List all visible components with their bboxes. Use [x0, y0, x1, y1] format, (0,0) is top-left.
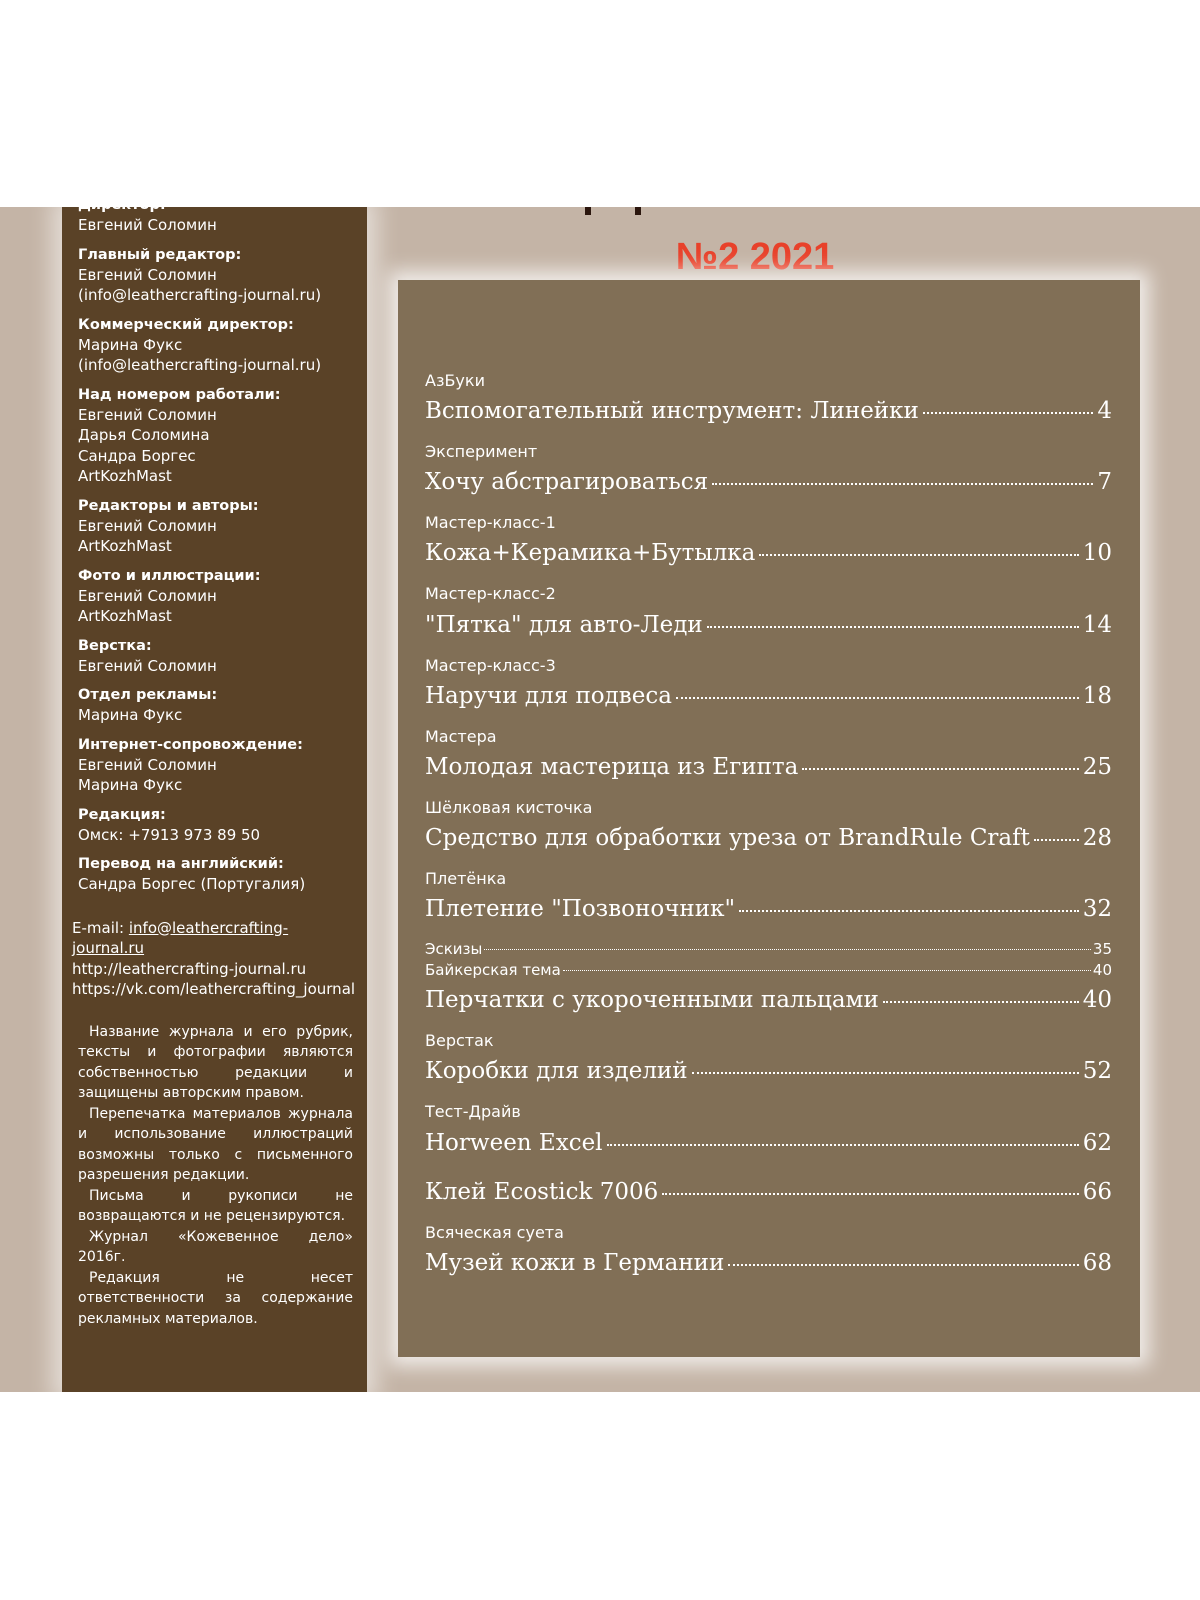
toc-secondary-list — [425, 981, 1112, 1281]
toc-entry-line — [425, 463, 1112, 500]
dot-leader — [563, 958, 1091, 971]
toc-entry-title: Перчатки с укороченными пальцами — [425, 987, 879, 1014]
toc-entry-title: Наручи для подвеса — [425, 682, 672, 709]
email-line — [72, 918, 353, 959]
credit-label: Редакторы и авторы: — [78, 497, 259, 514]
toc-entry[interactable] — [425, 441, 1112, 500]
toc-entry-line — [425, 1123, 1112, 1160]
credit-value: Марина Фукс — [78, 776, 183, 794]
toc-entry-title: Хочу абстрагироваться — [425, 469, 709, 496]
dot-leader — [484, 937, 1091, 950]
credit-value: Евгений Соломин — [78, 755, 217, 774]
toc-entry-title: Клей Ecostick 7006 — [425, 1178, 659, 1205]
legal-paragraph: Письма и рукописи не возвращаются и не рецензируются. — [78, 1187, 353, 1224]
credit-block — [78, 854, 353, 895]
legal-paragraph: Редакция не несет ответственности за содержание рекламных материалов. — [78, 1269, 353, 1327]
credits-sidebar — [62, 197, 367, 1392]
toc-entry[interactable] — [425, 726, 1112, 785]
toc-section-label: Верстак — [425, 1031, 494, 1051]
toc-page-number: 14 — [1082, 611, 1112, 638]
toc-main-list — [425, 370, 1112, 927]
toc-entry[interactable] — [425, 1030, 1112, 1089]
toc-entry-line — [425, 392, 1112, 429]
credit-value: Марина Фукс — [78, 335, 183, 354]
credit-value: Евгений Соломин — [78, 586, 217, 605]
toc-page-number: 18 — [1082, 682, 1112, 709]
toc-entry-line — [425, 605, 1112, 642]
toc-entry-title: Музей кожи в Германии — [425, 1249, 725, 1276]
credit-label: Главный редактор: — [78, 246, 242, 263]
toc-section-label: Плетёнка — [425, 868, 507, 888]
table-of-contents — [398, 280, 1140, 1357]
credit-block — [78, 195, 353, 236]
credit-value: Евгений Соломин — [78, 216, 217, 234]
dot-leader — [662, 1169, 1078, 1195]
toc-entry[interactable] — [425, 868, 1112, 927]
credit-value: ArtKozhMast — [78, 607, 172, 625]
toc-page-number: 10 — [1082, 540, 1112, 567]
toc-section-label: Мастер-класс-1 — [425, 513, 556, 533]
contacts-block — [72, 918, 356, 1000]
dot-leader — [728, 1240, 1078, 1266]
credit-label: Перевод на английский: — [78, 856, 284, 872]
credit-label: Фото и иллюстрации: — [78, 567, 261, 584]
credit-label: Коммерческий директор: — [78, 316, 294, 333]
toc-entry[interactable] — [425, 512, 1112, 571]
toc-page-number: 40 — [1092, 961, 1112, 980]
dot-leader — [923, 388, 1094, 414]
dot-leader — [759, 530, 1078, 556]
toc-entry-line — [425, 981, 1112, 1018]
toc-entry-title: Вспомогательный инструмент: Линейки — [425, 398, 919, 425]
dot-leader — [883, 977, 1079, 1003]
site-link[interactable]: http://leathercrafting-journal.ru — [72, 959, 307, 978]
dot-leader — [692, 1048, 1079, 1074]
toc-entry-line — [425, 534, 1112, 571]
toc-entry[interactable] — [425, 655, 1112, 714]
toc-small-label: Эскизы — [425, 940, 483, 959]
dot-leader — [607, 1119, 1079, 1145]
toc-section-label: Мастера — [425, 726, 497, 746]
toc-page-number: 40 — [1082, 987, 1112, 1014]
issue-number: №2 2021 — [675, 236, 835, 278]
toc-section-label: Мастер-класс-2 — [425, 584, 556, 604]
credit-value: ArtKozhMast — [78, 467, 172, 485]
toc-entry-line — [425, 1052, 1112, 1089]
dot-leader — [802, 744, 1078, 770]
toc-page-number: 28 — [1082, 824, 1112, 851]
toc-section-label: Мастер-класс-3 — [425, 655, 556, 675]
toc-entry-line — [425, 819, 1112, 856]
toc-entry-title: Коробки для изделий — [425, 1058, 688, 1085]
credit-value: (info@leathercrafting-journal.ru) — [78, 356, 322, 374]
toc-small-entry[interactable] — [425, 939, 1112, 960]
toc-page-number: 4 — [1097, 398, 1112, 425]
toc-entry[interactable] — [425, 583, 1112, 642]
toc-entry-line — [425, 1173, 1112, 1210]
toc-page-number: 7 — [1097, 469, 1112, 496]
credit-value: Евгений Соломин — [78, 656, 217, 675]
credits-list — [78, 195, 353, 895]
credit-block — [78, 636, 353, 677]
toc-small-label: Байкерская тема — [425, 961, 561, 980]
credit-value: Дарья Соломина — [78, 426, 210, 444]
toc-entry-title: Плетение "Позвоночник" — [425, 896, 736, 923]
toc-section-label: АзБуки — [425, 371, 485, 390]
toc-small-list — [425, 939, 1112, 981]
toc-entry-line — [425, 1244, 1112, 1281]
toc-entry-title: Молодая мастерица из Египта — [425, 753, 799, 780]
credit-label: Отдел рекламы: — [78, 687, 218, 703]
toc-entry-line — [425, 890, 1112, 927]
credit-block — [78, 735, 353, 796]
toc-section-label: Шёлковая кисточка — [425, 797, 593, 817]
credit-label: Интернет-сопровождение: — [78, 736, 303, 753]
toc-page-number: 52 — [1082, 1058, 1112, 1085]
dot-leader — [712, 459, 1093, 485]
toc-entry[interactable] — [425, 1222, 1112, 1281]
toc-entry-line — [425, 677, 1112, 714]
magazine-page — [0, 197, 1200, 1392]
credit-value: Сандра Боргес — [78, 446, 196, 465]
toc-entry-line — [425, 748, 1112, 785]
email-prefix: E-mail: — [72, 918, 129, 937]
credit-value: Омск: +7913 973 89 50 — [78, 825, 261, 844]
toc-page-number: 66 — [1082, 1178, 1112, 1205]
toc-entry[interactable] — [425, 370, 1112, 429]
credit-value: Евгений Соломин — [78, 405, 217, 424]
toc-entry[interactable] — [425, 1173, 1112, 1210]
credit-value: ArtKozhMast — [78, 537, 172, 555]
credit-block — [78, 496, 353, 557]
dot-leader — [676, 673, 1079, 699]
credit-block — [78, 805, 353, 846]
credit-label: Директор: — [78, 197, 166, 213]
toc-page-number: 68 — [1082, 1249, 1112, 1276]
toc-section-label: Тест-Драйв — [425, 1102, 521, 1122]
dot-leader — [1034, 815, 1079, 841]
email-link[interactable]: info@leathercrafting-journal.ru — [72, 918, 289, 957]
credit-label: Верстка: — [78, 637, 152, 654]
toc-entry-title: "Пятка" для авто-Леди — [425, 611, 703, 638]
legal-paragraph: Название журнала и его рубрик, тексты и фотографии являются собственностью редакции и защищены авторским правом. — [78, 1023, 353, 1101]
toc-entry-title: Кожа+Керамика+Бутылка — [425, 540, 756, 567]
toc-entry[interactable] — [425, 797, 1112, 856]
credit-value: Марина Фукс — [78, 706, 183, 724]
toc-entry[interactable] — [425, 981, 1112, 1018]
toc-page-number: 32 — [1082, 896, 1112, 923]
legal-paragraph: Журнал «Кожевенное дело» 2016г. — [78, 1228, 353, 1265]
toc-section-label: Эксперимент — [425, 442, 538, 462]
credit-value: (info@leathercrafting-journal.ru) — [78, 286, 322, 304]
legal-paragraph: Перепечатка материалов журнала и использование иллюстраций возможны только с письменного разрешения редакции. — [78, 1105, 353, 1183]
toc-page-number: 25 — [1082, 753, 1112, 780]
dot-leader — [739, 886, 1079, 912]
credit-block — [78, 385, 353, 487]
credit-label: Над номером работали: — [78, 386, 281, 403]
toc-page-number: 35 — [1092, 940, 1112, 959]
credit-block — [78, 245, 353, 306]
cropped-title-fragment — [585, 207, 645, 217]
toc-entry-title: Horween Excel — [425, 1129, 603, 1156]
credit-value: Сандра Боргес (Португалия) — [78, 875, 306, 893]
dot-leader — [707, 601, 1079, 627]
toc-section-label: Всяческая суета — [425, 1222, 564, 1242]
legal-notice — [78, 1022, 353, 1330]
toc-entry[interactable] — [425, 1101, 1112, 1160]
toc-entry-title: Средство для обработки уреза от BrandRule Craft — [425, 824, 1030, 851]
toc-page-number: 62 — [1082, 1129, 1112, 1156]
vk-link[interactable]: https://vk.com/leathercrafting_journal — [72, 980, 356, 998]
credit-block — [78, 685, 353, 726]
credit-value: Евгений Соломин — [78, 516, 217, 535]
credit-value: Евгений Соломин — [78, 265, 217, 284]
credit-label: Редакция: — [78, 806, 166, 823]
credit-block — [78, 315, 353, 376]
credit-block — [78, 566, 353, 627]
